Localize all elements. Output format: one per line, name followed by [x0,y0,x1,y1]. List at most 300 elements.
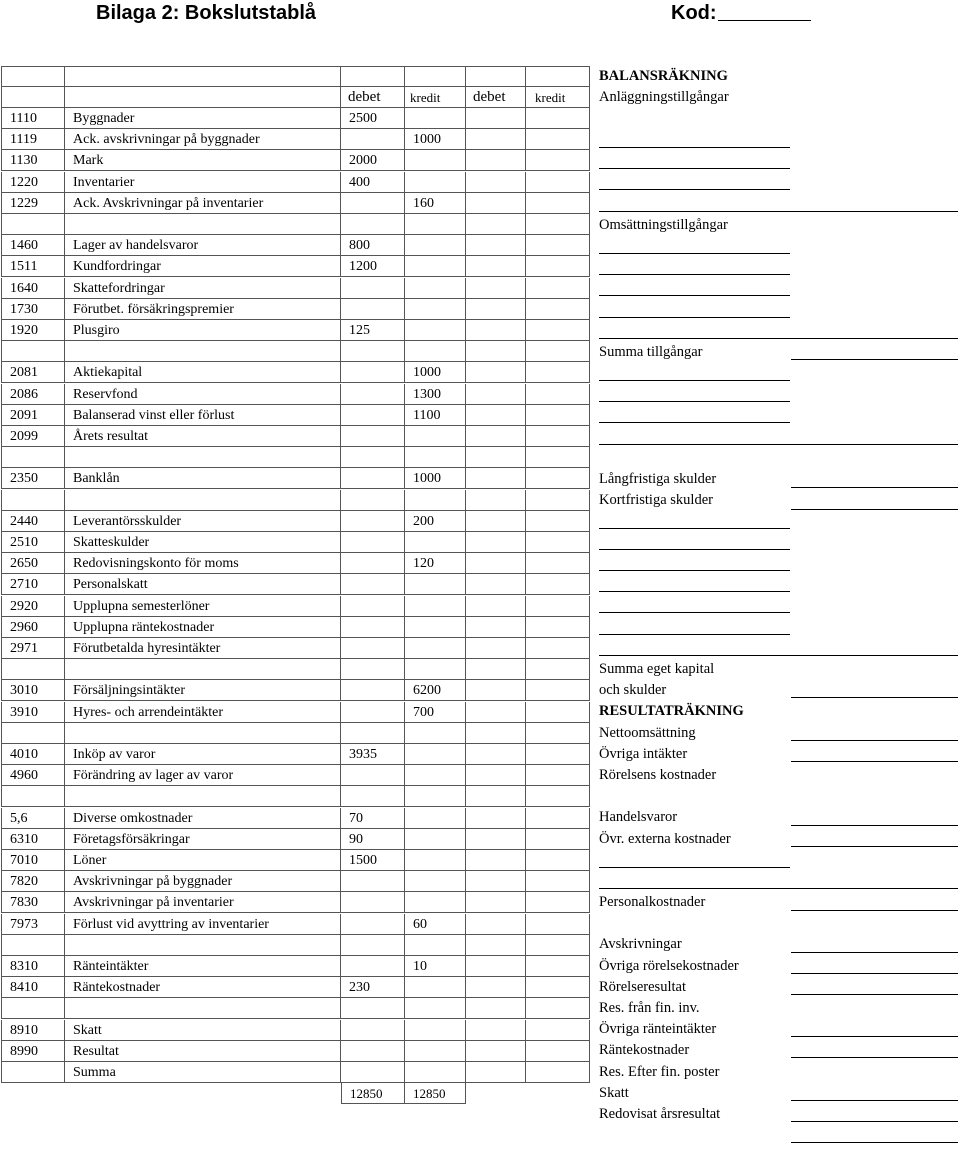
answer-line[interactable] [599,591,790,592]
account-number [1,490,65,511]
account-name: Kundfordringar [65,256,341,277]
adjusted-debet-cell[interactable] [466,765,526,786]
statement-label: Anläggningstillgångar [599,89,729,105]
account-number: 2650 [1,553,65,574]
adjusted-debet-cell[interactable] [466,214,526,235]
adjusted-kredit-cell[interactable] [526,426,590,447]
answer-line[interactable] [791,509,958,510]
table-row [0,214,591,235]
answer-line[interactable] [791,1121,958,1122]
account-name: Ack. avskrivningar på byggnader [65,129,341,150]
account-name [65,998,341,1019]
adjusted-kredit-cell[interactable] [526,341,590,362]
statement-label: Rörelsens kostnader [599,767,717,783]
account-name: Ränteintäkter [65,956,341,977]
adjusted-kredit-cell[interactable] [526,596,590,617]
kredit-amount: 120 [405,553,466,574]
adjusted-debet-cell[interactable] [466,278,526,299]
adjusted-kredit-cell[interactable] [526,808,590,829]
account-number: 2510 [1,532,65,553]
adjusted-kredit-cell[interactable] [526,574,590,595]
kredit-amount [405,638,466,659]
debet-amount: 3935 [341,744,405,765]
table-row [0,341,591,362]
answer-line[interactable] [791,761,958,762]
adjusted-debet-cell[interactable] [466,744,526,765]
account-name: Skattefordringar [65,278,341,299]
table-row [0,278,591,299]
answer-line[interactable] [599,549,790,550]
account-number [1,723,65,744]
adjusted-kredit-cell[interactable] [526,871,590,892]
debet-amount: 1200 [341,256,405,277]
adjusted-kredit-cell[interactable] [526,278,590,299]
statement-label: Långfristiga skulder [599,471,717,487]
adjusted-kredit-cell[interactable] [526,617,590,638]
adjusted-debet-cell[interactable] [466,553,526,574]
header-debet-2: debet [466,87,526,108]
answer-line[interactable] [791,846,958,847]
total-debet: 12850 [341,1083,405,1104]
debet-amount [341,511,405,532]
table-row [0,829,591,850]
kredit-amount: 6200 [405,680,466,701]
table-row [0,680,591,701]
table-row [0,702,591,723]
kredit-amount [405,490,466,511]
table-row [0,447,591,468]
adjusted-kredit-cell[interactable] [526,659,590,680]
table-row [0,405,591,426]
kredit-amount [405,320,466,341]
table-row [0,490,591,511]
statement-label: Kortfristiga skulder [599,492,713,508]
adjusted-kredit-cell[interactable] [526,320,590,341]
answer-line[interactable] [599,888,958,889]
account-number [1,341,65,362]
debet-amount [341,278,405,299]
kredit-amount [405,744,466,765]
account-name: Skatt [65,1020,341,1041]
adjusted-debet-cell[interactable] [466,998,526,1019]
table-row [0,553,591,574]
answer-line[interactable] [599,401,790,402]
account-number: 1220 [1,172,65,193]
account-name: Förändring av lager av varor [65,765,341,786]
debet-amount: 2000 [341,150,405,171]
table-row [0,808,591,829]
adjusted-debet-cell[interactable] [466,723,526,744]
adjusted-debet-cell[interactable] [466,914,526,935]
blank-row [0,66,591,87]
answer-line[interactable] [791,952,958,953]
adjusted-debet-cell[interactable] [466,256,526,277]
debet-amount [341,426,405,447]
adjusted-debet-cell[interactable] [466,511,526,532]
account-number: 8910 [1,1020,65,1041]
account-name: Inköp av varor [65,744,341,765]
account-number: 2350 [1,468,65,489]
table-row [0,786,591,807]
answer-line[interactable] [791,1036,958,1037]
account-name: Summa [65,1062,341,1083]
account-name: Företagsförsäkringar [65,829,341,850]
debet-amount [341,468,405,489]
adjusted-debet-cell[interactable] [466,1041,526,1062]
account-name: Årets resultat [65,426,341,447]
adjusted-kredit-cell[interactable] [526,850,590,871]
table-row [0,871,591,892]
kredit-amount [405,574,466,595]
debet-amount [341,574,405,595]
adjusted-kredit-cell[interactable] [526,786,590,807]
table-row [0,150,591,171]
account-number: 2081 [1,362,65,383]
adjusted-debet-cell[interactable] [466,193,526,214]
adjusted-kredit-cell[interactable] [526,172,590,193]
blank-cell [405,66,466,87]
adjusted-kredit-cell[interactable] [526,235,590,256]
adjusted-kredit-cell[interactable] [526,914,590,935]
adjusted-kredit-cell[interactable] [526,214,590,235]
kredit-amount [405,935,466,956]
adjusted-debet-cell[interactable] [466,659,526,680]
debet-amount: 800 [341,235,405,256]
answer-line[interactable] [599,444,958,445]
account-number: 2971 [1,638,65,659]
table-row [0,596,591,617]
table-row [0,320,591,341]
account-number: 7820 [1,871,65,892]
account-name: Byggnader [65,108,341,129]
adjusted-kredit-cell[interactable] [526,256,590,277]
adjusted-kredit-cell[interactable] [526,765,590,786]
debet-amount [341,447,405,468]
answer-line[interactable] [599,253,790,254]
debet-amount: 230 [341,977,405,998]
debet-amount [341,680,405,701]
adjusted-debet-cell[interactable] [466,426,526,447]
statement-label: Summa eget kapital [599,661,715,677]
adjusted-kredit-cell[interactable] [526,108,590,129]
kredit-amount [405,150,466,171]
adjusted-debet-cell[interactable] [466,871,526,892]
account-name: Leverantörsskulder [65,511,341,532]
adjusted-debet-cell[interactable] [466,638,526,659]
blank-cell [341,66,405,87]
table-row [0,108,591,129]
answer-line[interactable] [791,910,958,911]
debet-amount [341,405,405,426]
table-row [0,935,591,956]
adjusted-debet-cell[interactable] [466,977,526,998]
account-name [65,723,341,744]
debet-amount: 400 [341,172,405,193]
account-name: Upplupna semesterlöner [65,596,341,617]
account-number [1,1062,65,1083]
kredit-amount [405,235,466,256]
adjusted-kredit-cell[interactable] [526,723,590,744]
account-number: 2091 [1,405,65,426]
answer-line[interactable] [791,740,958,741]
adjusted-debet-cell[interactable] [466,702,526,723]
table-row [0,384,591,405]
adjusted-kredit-cell[interactable] [526,553,590,574]
adjusted-debet-cell[interactable] [466,447,526,468]
debet-amount [341,998,405,1019]
account-number: 1110 [1,108,65,129]
debet-amount [341,341,405,362]
adjusted-debet-cell[interactable] [466,320,526,341]
kredit-amount [405,426,466,447]
statement-label: Res. från fin. inv. [599,1000,700,1016]
adjusted-debet-cell[interactable] [466,129,526,150]
kredit-amount [405,871,466,892]
adjusted-kredit-cell[interactable] [526,702,590,723]
answer-line[interactable] [791,973,958,974]
answer-line[interactable] [599,338,958,339]
adjusted-debet-cell[interactable] [466,786,526,807]
adjusted-debet-cell[interactable] [466,680,526,701]
adjusted-debet-cell[interactable] [466,829,526,850]
header-cell [65,87,341,108]
kredit-amount: 60 [405,914,466,935]
kredit-amount [405,1062,466,1083]
adjusted-kredit-cell[interactable] [526,977,590,998]
account-number: 7973 [1,914,65,935]
account-name [65,341,341,362]
answer-line[interactable] [599,274,790,275]
adjusted-debet-cell[interactable] [466,405,526,426]
adjusted-kredit-cell[interactable] [526,129,590,150]
account-number [1,935,65,956]
debet-amount [341,553,405,574]
answer-line[interactable] [599,867,790,868]
adjusted-kredit-cell[interactable] [526,1020,590,1041]
adjusted-debet-cell[interactable] [466,532,526,553]
answer-line[interactable] [599,380,790,381]
adjusted-debet-cell[interactable] [466,617,526,638]
debet-amount [341,384,405,405]
debet-amount: 2500 [341,108,405,129]
adjusted-kredit-cell[interactable] [526,532,590,553]
answer-line[interactable] [599,189,790,190]
adjusted-debet-cell[interactable] [466,574,526,595]
adjusted-debet-cell[interactable] [466,892,526,913]
account-number: 7010 [1,850,65,871]
adjusted-debet-cell[interactable] [466,172,526,193]
adjusted-kredit-cell[interactable] [526,744,590,765]
debet-amount [341,702,405,723]
answer-line[interactable] [599,612,790,613]
adjusted-kredit-cell[interactable] [526,193,590,214]
answer-line[interactable] [599,147,790,148]
adjusted-debet-cell[interactable] [466,108,526,129]
debet-amount [341,871,405,892]
table-row [0,1062,591,1083]
adjusted-kredit-cell[interactable] [526,384,590,405]
account-name [65,659,341,680]
table-row [0,617,591,638]
adjusted-debet-cell[interactable] [466,1020,526,1041]
statement-label: Rörelseresultat [599,979,686,995]
account-name: Resultat [65,1041,341,1062]
account-name: Räntekostnader [65,977,341,998]
adjusted-debet-cell[interactable] [466,341,526,362]
debet-amount [341,786,405,807]
debet-amount [341,956,405,977]
header-kredit: kredit [405,87,466,108]
kredit-amount [405,998,466,1019]
account-name: Upplupna räntekostnader [65,617,341,638]
adjusted-kredit-cell[interactable] [526,511,590,532]
table-row [0,129,591,150]
adjusted-kredit-cell[interactable] [526,299,590,320]
answer-line[interactable] [599,422,790,423]
account-name: Aktiekapital [65,362,341,383]
account-name: Löner [65,850,341,871]
kredit-amount [405,299,466,320]
answer-line[interactable] [599,634,790,635]
adjusted-debet-cell[interactable] [466,850,526,871]
kredit-amount [405,1020,466,1041]
blank-cell [1,66,65,87]
debet-amount [341,765,405,786]
adjusted-kredit-cell[interactable] [526,638,590,659]
account-name: Skatteskulder [65,532,341,553]
adjusted-debet-cell[interactable] [466,235,526,256]
adjusted-kredit-cell[interactable] [526,1041,590,1062]
totals-row [0,1083,591,1104]
answer-line[interactable] [599,168,790,169]
answer-line[interactable] [599,528,790,529]
adjusted-kredit-cell[interactable] [526,405,590,426]
kredit-amount [405,214,466,235]
answer-line[interactable] [791,697,958,698]
answer-line[interactable] [599,295,790,296]
adjusted-debet-cell[interactable] [466,490,526,511]
kredit-amount [405,172,466,193]
account-name: Personalskatt [65,574,341,595]
answer-line[interactable] [791,1100,958,1101]
kredit-amount: 1000 [405,129,466,150]
account-name: Avskrivningar på inventarier [65,892,341,913]
account-number: 1920 [1,320,65,341]
answer-line[interactable] [599,570,790,571]
account-number [1,447,65,468]
account-name: Inventarier [65,172,341,193]
adjusted-debet-cell[interactable] [466,468,526,489]
kredit-amount [405,765,466,786]
total-kredit: 12850 [405,1083,466,1104]
adjusted-debet-cell[interactable] [466,362,526,383]
statement-label: Övriga ränteintäkter [599,1021,717,1037]
table-row [0,1041,591,1062]
adjusted-debet-cell[interactable] [466,150,526,171]
account-name [65,214,341,235]
debet-amount: 90 [341,829,405,850]
statement-label: Skatt [599,1085,629,1101]
answer-line[interactable] [791,1057,958,1058]
account-number: 2099 [1,426,65,447]
kredit-amount: 1100 [405,405,466,426]
adjusted-kredit-cell[interactable] [526,829,590,850]
kredit-amount [405,532,466,553]
table-row [0,468,591,489]
adjusted-debet-cell[interactable] [466,808,526,829]
debet-amount [341,490,405,511]
statement-label: Summa tillgångar [599,344,703,360]
account-number: 2086 [1,384,65,405]
account-name: Balanserad vinst eller förlust [65,405,341,426]
kredit-amount: 200 [405,511,466,532]
account-number: 1640 [1,278,65,299]
answer-line[interactable] [599,211,958,212]
adjusted-kredit-cell[interactable] [526,998,590,1019]
answer-line[interactable] [791,487,958,488]
answer-line[interactable] [791,825,958,826]
kredit-amount: 10 [405,956,466,977]
account-name [65,447,341,468]
answer-line[interactable] [791,1142,958,1143]
adjusted-kredit-cell[interactable] [526,362,590,383]
account-number: 1130 [1,150,65,171]
account-number: 2960 [1,617,65,638]
adjusted-debet-cell[interactable] [466,956,526,977]
table-row [0,956,591,977]
adjusted-debet-cell[interactable] [466,384,526,405]
kredit-amount [405,850,466,871]
adjusted-kredit-cell[interactable] [526,892,590,913]
account-name: Förutbetalda hyresintäkter [65,638,341,659]
header-kredit-2: kredit [526,87,590,108]
debet-amount [341,129,405,150]
adjusted-debet-cell[interactable] [466,1062,526,1083]
adjusted-kredit-cell[interactable] [526,935,590,956]
answer-line[interactable] [599,655,958,656]
account-number: 8410 [1,977,65,998]
adjusted-kredit-cell[interactable] [526,956,590,977]
account-name [65,935,341,956]
adjusted-debet-cell[interactable] [466,596,526,617]
kredit-amount: 160 [405,193,466,214]
adjusted-kredit-cell[interactable] [526,680,590,701]
account-number: 1730 [1,299,65,320]
statement-label: Räntekostnader [599,1042,690,1058]
debet-amount [341,193,405,214]
kredit-amount: 1000 [405,362,466,383]
account-number: 4010 [1,744,65,765]
adjusted-kredit-cell[interactable] [526,490,590,511]
kredit-amount [405,1041,466,1062]
debet-amount [341,935,405,956]
adjusted-kredit-cell[interactable] [526,468,590,489]
adjusted-kredit-cell[interactable] [526,150,590,171]
account-name: Förutbet. försäkringspremier [65,299,341,320]
adjusted-debet-cell[interactable] [466,299,526,320]
adjusted-kredit-cell[interactable] [526,1062,590,1083]
account-name: Lager av handelsvaror [65,235,341,256]
adjusted-debet-cell[interactable] [466,935,526,956]
header-debet: debet [341,87,405,108]
account-name: Ack. Avskrivningar på inventarier [65,193,341,214]
answer-line[interactable] [791,994,958,995]
kredit-amount [405,723,466,744]
adjusted-kredit-cell[interactable] [526,447,590,468]
statement-label: Avskrivningar [599,936,682,952]
answer-line[interactable] [791,359,958,360]
answer-line[interactable] [599,317,790,318]
